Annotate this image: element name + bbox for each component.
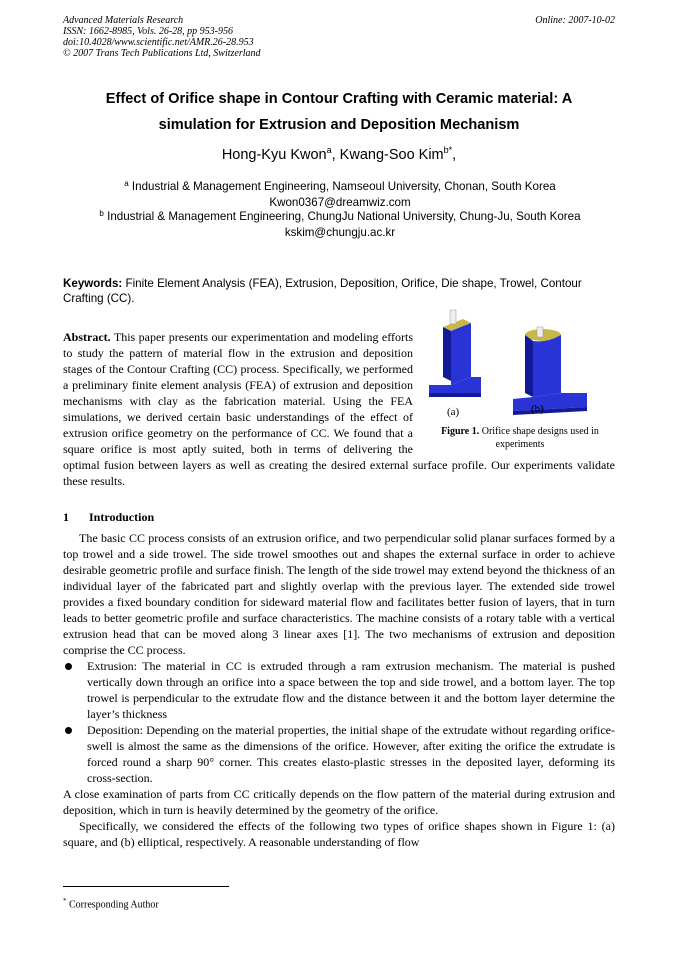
- orifice-shapes-image: [429, 307, 613, 423]
- title-line-2: simulation for Extrusion and Deposition Mechanism: [158, 117, 520, 133]
- section-title: Introduction: [89, 510, 155, 524]
- affiliation-a: [85, 179, 595, 211]
- bullet-deposition-text: Deposition: Depending on the material properties, the initial shape of the extrudate without regarding orifice-swell is almost the same as the dimensions of the orifice. However, after exiting the orifice the extrudate is forced round a sharp 90° corner. This creates elasto-plastic stresses in the deposited layer, deforming its cross-section.: [87, 723, 615, 785]
- page-header: [63, 15, 615, 59]
- bullet-extrusion: [63, 658, 615, 722]
- author-1-affil-mark: a: [326, 145, 332, 155]
- figure-label-b: (b): [531, 403, 544, 415]
- figure-caption: [425, 425, 615, 451]
- section-number: 1: [63, 510, 69, 524]
- figure-1: [425, 329, 615, 455]
- affil-a-email: Kwon0367@dreamwiz.com: [269, 196, 411, 209]
- figure-caption-text: Orifice shape designs used in experiments: [479, 426, 599, 450]
- bullet-dot-icon: [65, 663, 72, 670]
- bullet-deposition: [63, 722, 615, 786]
- author-list: [63, 145, 615, 165]
- footnote-mark: *: [63, 897, 67, 905]
- affil-a-mark: a: [124, 179, 129, 188]
- square-orifice-model: [429, 310, 481, 397]
- body-text: [63, 530, 615, 850]
- paper-title: [63, 86, 615, 138]
- affil-b-mark: b: [99, 209, 104, 218]
- journal-name: Advanced Materials Research: [63, 15, 184, 26]
- keywords: [63, 276, 615, 306]
- elliptical-orifice-model: [513, 327, 587, 415]
- affil-b-text: Industrial & Management Engineering, ChungJu National University, Chung-Ju, South Korea: [103, 210, 581, 223]
- abstract-text: This paper presents our experimentation and modeling efforts to study the pattern of material flow in the extrusion and deposition stages of the Contour Crafting (CC) process. Specifically, we performed a preliminary finite element analysis (FEA) of extrusion and deposition mechanisms with clay as the fabrication material. Using the FEA simulations, we derived certain basic understandings of the effect of extrusion orifice geometry on the performance of CC. We found that a square orifice is most aptly suited, both in terms of delivering the optimal fusion between layers as well as creating the desired external surface profile. Our experiments validate these results.: [63, 330, 615, 488]
- keywords-text: Finite Element Analysis (FEA), Extrusion, Deposition, Orifice, Die shape, Trowel, Contour Crafting (CC).: [63, 277, 582, 305]
- footnote-text: Corresponding Author: [66, 899, 159, 911]
- issn-line: ISSN: 1662-8985, Vols. 26-28, pp 953-956: [63, 26, 233, 37]
- copyright-line: © 2007 Trans Tech Publications Ltd, Switzerland: [63, 48, 261, 59]
- footnote: [63, 897, 159, 910]
- doi-line: doi:10.4028/www.scientific.net/AMR.26-28.953: [63, 37, 254, 48]
- figure-label-a: (a): [447, 406, 460, 418]
- online-date: Online: 2007-10-02: [535, 15, 615, 26]
- affil-a-text: Industrial & Management Engineering, Namseoul University, Chonan, South Korea: [128, 180, 556, 193]
- bullet-dot-icon: [65, 727, 72, 734]
- figure-caption-label: Figure 1.: [441, 426, 480, 437]
- abstract: [63, 329, 615, 489]
- paragraph-3: Specifically, we considered the effects of the following two types of orifice shapes shown in Figure 1: (a) square, and (b) elliptical, respectively. A reasonable understanding of flow: [63, 819, 615, 849]
- affiliation-b: [85, 209, 595, 241]
- author-separator: ,: [331, 147, 340, 163]
- footnote-rule: [63, 886, 229, 887]
- paragraph-1: The basic CC process consists of an extrusion orifice, and two perpendicular solid planar surfaces formed by a top trowel and a side trowel. The side trowel smoothes out and shapes the external surface in order to achieve desirable geometric profile and surface finish. The length of the side trowel may extend beyond the thickness of an individual layer of the fabricated part and slightly overlap with the previous layer. The extended side trowel provides a fixed boundary condition for sideward material flow and facilitates better fusion of layers, that in turn leads to better geometric profile and surface characteristics. The machine consists of a rotary table with a vertical extrusion head that can be moved along 3 linear axes [1]. The two mechanisms of extrusion and deposition comprise the CC process.: [63, 531, 615, 657]
- author-trail: ,: [452, 147, 457, 163]
- author-2-affil-mark: b*: [443, 145, 453, 155]
- abstract-label: Abstract.: [63, 330, 111, 344]
- author-1: Hong-Kyu Kwon: [221, 147, 327, 163]
- keywords-label: Keywords:: [63, 277, 123, 290]
- paragraph-2: A close examination of parts from CC critically depends on the flow pattern of the material during extrusion and deposition, which in turn is heavily determined by the geometry of the orifice.: [63, 787, 615, 817]
- section-heading: [63, 510, 154, 525]
- bullet-extrusion-text: Extrusion: The material in CC is extruded through a ram extrusion mechanism. The material is pushed vertically down through an orifice into a space between the top and side trowel, and a bottom layer. The top trowel is perpendicular to the extrudate flow and the distance between it and the bottom layer determine the layer’s thickness: [87, 659, 615, 721]
- affil-b-email: kskim@chungju.ac.kr: [284, 226, 396, 239]
- title-line-1: Effect of Orifice shape in Contour Crafting with Ceramic material: A: [105, 91, 573, 107]
- author-2: Kwang-Soo Kim: [339, 147, 444, 163]
